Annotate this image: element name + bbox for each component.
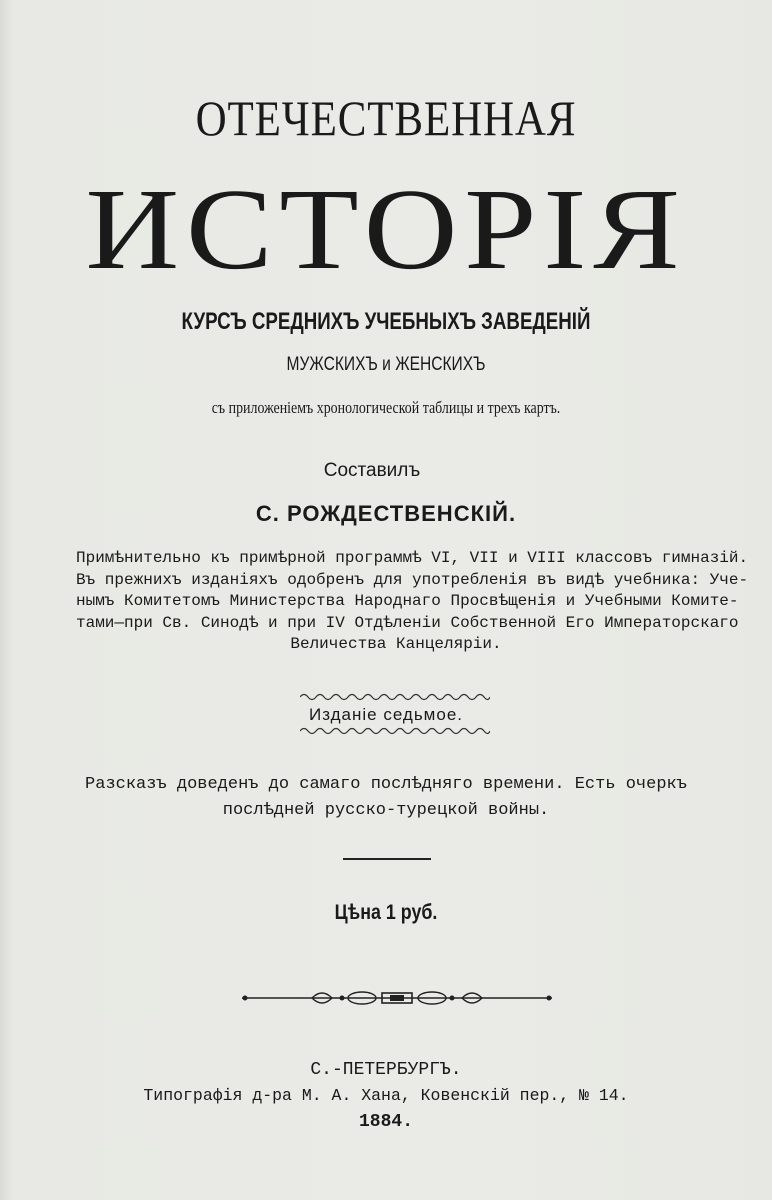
price-label: Цѣна 1 руб. (334, 901, 438, 924)
imprint-printer: Типографія д-ра М. А. Хана, Ковенскій пер., № 14. (143, 1086, 629, 1105)
compiled-by-label: Составилъ (323, 460, 421, 481)
approval-line: Примѣнительно къ примѣрной программѣ VI, VII и VIII классовъ гимназій. (76, 549, 749, 567)
divider-rule (343, 858, 431, 860)
course-subtitle: КУРСЪ СРЕДНИХЪ УЧЕБНЫХЪ ЗАВЕДЕНІЙ (181, 308, 591, 335)
story-line: Разсказъ доведенъ до самаго послѣдняго времени. Есть очеркъ (85, 775, 687, 794)
approval-line: Величества Канцеляріи. (290, 635, 502, 653)
edition-label: Изданіе седьмое. (308, 705, 464, 724)
imprint-city: С.-ПЕТЕРБУРГЪ. (310, 1060, 462, 1080)
wavy-rule-bottom (300, 726, 490, 736)
story-paragraph (0, 772, 772, 824)
approval-line: нымъ Комитетомъ Министерства Народнаго Просвѣщенія и Учебными Комите- (76, 592, 739, 610)
imprint-year: 1884. (358, 1112, 413, 1132)
title-line-2: ИСТОРІЯ (85, 166, 687, 294)
approval-line: Въ прежнихъ изданіяхъ одобренъ для употребленія въ видѣ учебника: Уче- (76, 570, 749, 589)
approval-paragraph (76, 548, 749, 656)
wavy-rule-top (300, 692, 490, 702)
approval-line: тами—при Св. Синодѣ и при IV Отдѣленіи Собственной Его Императорскаго (76, 613, 739, 632)
ornament-divider-icon (242, 985, 552, 1011)
author-name: С. РОЖДЕСТВЕНСКІЙ. (255, 501, 517, 526)
title-line-1: ОТЕЧЕСТВЕННАЯ (195, 90, 577, 146)
story-line: послѣдней русско-турецкой войны. (222, 801, 550, 820)
audience-subtitle: МУЖСКИХЪ и ЖЕНСКИХЪ (286, 354, 486, 375)
appendix-subtitle: съ приложеніемъ хронологической таблицы и трехъ картъ. (211, 398, 561, 417)
